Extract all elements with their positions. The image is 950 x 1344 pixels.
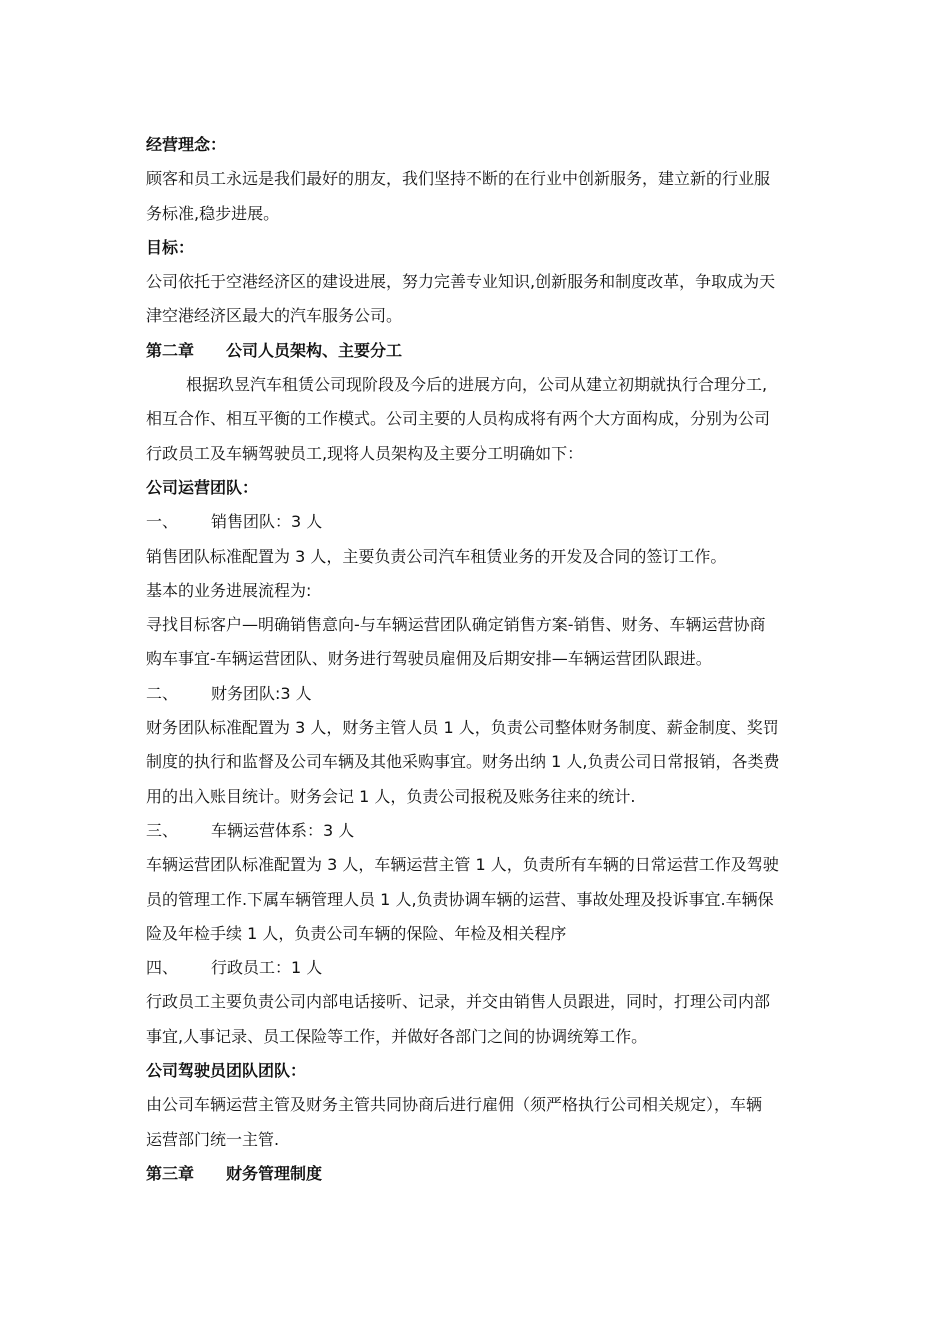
item-2-heading — [146, 677, 816, 711]
drivers-line-1: 由公司车辆运营主管及财务主管共同协商后进行雇佣（须严格执行公司相关规定），车辆 — [146, 1095, 763, 1115]
goal-line-1: 公司依托于空港经济区的建设进展，努力完善专业知识,创新服务和制度改革，争取成为天 — [146, 272, 776, 292]
item-1-title: 销售团队：3 人 — [211, 512, 323, 532]
document-page — [146, 128, 816, 1191]
item-2-line-3: 用的出入账目统计。财务会记 1 人，负责公司报税及账务往来的统计. — [146, 786, 636, 806]
item-1-line-4: 购车事宜-车辆运营团队、财务进行驾驶员雇佣及后期安排—车辆运营团队跟进。 — [146, 649, 712, 669]
item-2-title: 财务团队:3 人 — [211, 683, 312, 703]
item-3-line-3: 险及年检手续 1 人，负责公司车辆的保险、年检及相关程序 — [146, 923, 567, 943]
chapter-2-number: 第二章 — [146, 340, 195, 360]
chapter-2-paragraph-line-3: 行政员工及车辆驾驶员工,现将人员架构及主要分工明确如下： — [146, 443, 584, 463]
item-1-heading — [146, 505, 816, 539]
chapter-2-title: 公司人员架构、主要分工 — [226, 340, 403, 360]
chapter-3-number: 第三章 — [146, 1163, 195, 1183]
chapter-3-title: 财务管理制度 — [226, 1163, 323, 1183]
item-3-line-1: 车辆运营团队标准配置为 3 人，车辆运营主管 1 人，负责所有车辆的日常运营工作及驾驶 — [146, 855, 779, 875]
item-4-number: 四、 — [146, 958, 179, 978]
item-2-line-1: 财务团队标准配置为 3 人，财务主管人员 1 人，负责公司整体财务制度、薪金制度、奖罚 — [146, 718, 779, 738]
philosophy-heading: 经营理念： — [146, 135, 227, 154]
item-4-line-1: 行政员工主要负责公司内部电话接听、记录，并交由销售人员跟进，同时，打理公司内部 — [146, 992, 771, 1012]
item-1-line-2: 基本的业务进展流程为: — [146, 580, 312, 600]
ops-team-heading: 公司运营团队： — [146, 477, 259, 497]
chapter-2-paragraph-line-2: 相互合作、相互平衡的工作模式。公司主要的人员构成将有两个大方面构成，分别为公司 — [146, 409, 771, 429]
drivers-team-heading: 公司驾驶员团队团队： — [146, 1061, 307, 1081]
chapter-2-paragraph-line-1: 根据玖昱汽车租赁公司现阶段及今后的进展方向，公司从建立初期就执行合理分工, — [186, 375, 768, 395]
item-4-heading — [146, 951, 816, 985]
item-3-heading — [146, 814, 816, 848]
item-3-number: 三、 — [146, 820, 179, 840]
item-4-title: 行政员工：1 人 — [211, 958, 323, 978]
item-2-number: 二、 — [146, 683, 179, 703]
goal-line-2: 津空港经济区最大的汽车服务公司。 — [146, 306, 403, 326]
item-1-number: 一、 — [146, 512, 179, 532]
goal-heading: 目标： — [146, 237, 195, 257]
item-3-line-2: 员的管理工作.下属车辆管理人员 1 人,负责协调车辆的运营、事故处理及投诉事宜.车辆保 — [146, 889, 774, 909]
philosophy-line-2: 务标准,稳步进展。 — [146, 203, 280, 223]
item-1-line-1: 销售团队标准配置为 3 人，主要负责公司汽车租赁业务的开发及合同的签订工作。 — [146, 546, 727, 566]
item-3-title: 车辆运营体系：3 人 — [211, 820, 355, 840]
item-2-line-2: 制度的执行和监督及公司车辆及其他采购事宜。财务出纳 1 人,负责公司日常报销，各类费 — [146, 752, 780, 772]
drivers-line-2: 运营部门统一主管. — [146, 1129, 280, 1149]
chapter-2-heading — [146, 334, 816, 368]
chapter-3-heading — [146, 1157, 816, 1191]
philosophy-line-1: 顾客和员工永远是我们最好的朋友，我们坚持不断的在行业中创新服务，建立新的行业服 — [146, 169, 771, 189]
item-4-line-2: 事宜,人事记录、员工保险等工作，并做好各部门之间的协调统筹工作。 — [146, 1026, 648, 1046]
item-1-line-3: 寻找目标客户—明确销售意向-与车辆运营团队确定销售方案-销售、财务、车辆运营协商 — [146, 615, 766, 635]
